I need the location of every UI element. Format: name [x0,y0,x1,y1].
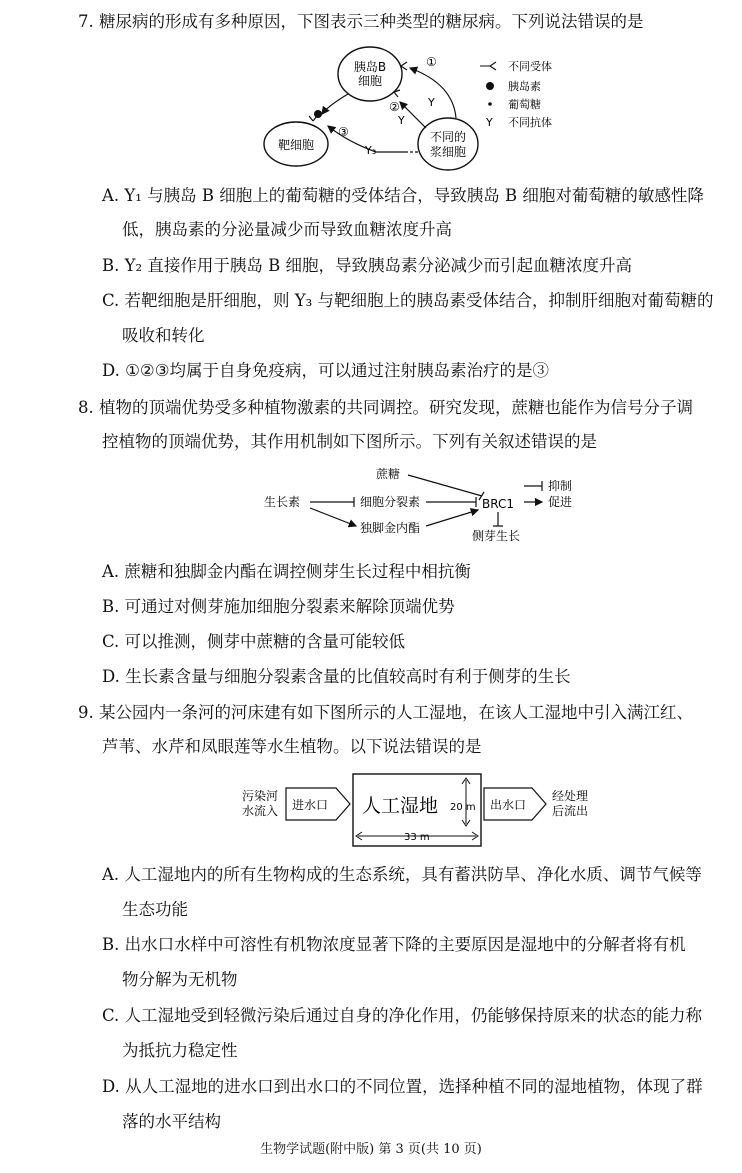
insulin-arrow [322,94,348,114]
insulin-dot [314,110,322,118]
islet-b-cell-label-1: 胰岛B [353,60,387,74]
q7-option-c-line2: 吸收和转化 [122,326,205,345]
q9-option-a-line1: A. 人工湿地内的所有生物构成的生态系统，具有蓄洪防旱、净化水质、调节气候等 [102,865,702,884]
auxin-inhibit-cytokinin [310,497,354,507]
q9-option-c-line1: C. 人工湿地受到轻微污染后通过自身的净化作用，仍能够保持原来的状态的能力称 [102,1006,703,1025]
auxin-promote-strigolactone [310,508,356,526]
length-label: 33 m [404,832,430,843]
page-footer: 生物学试题(附中版) 第 3 页(共 10 页) [260,1142,482,1157]
legend-antibody: 不同抗体 [508,116,552,129]
q8-option-b: B. 可通过对侧芽施加细胞分裂素来解除顶端优势 [102,597,455,616]
q9-option-d-line1: D. 从人工湿地的进水口到出水口的不同位置，选择种植不同的湿地植物，体现了群 [102,1077,703,1096]
legend-antibody-icon: Y [486,116,493,129]
treated-label-2: 后流出 [552,804,589,818]
cytokinin-inhibit-brc1 [426,497,476,507]
legend-promote: 促进 [548,495,573,509]
q9-stem-line1: 9. 某公园内一条河的河床建有如下图所示的人工湿地，在该人工湿地中引入满江红、 [78,703,693,722]
q9-option-d-line2: 落的水平结构 [122,1112,221,1131]
y1-arrow [410,68,456,118]
inlet-label: 进水口 [292,798,329,812]
q7-option-a-line2: 低，胰岛素的分泌量减少而导致血糖浓度升高 [122,220,452,239]
q8-stem-line1: 8. 植物的顶端优势受多种植物激素的共同调控。研究发现，蔗糖也能作为信号分子调 [78,398,693,417]
q7-diagram [258,44,598,174]
target-cell-label: 靶细胞 [277,138,315,152]
plasma-cell-label-2: 浆细胞 [429,145,467,159]
legend-insulin: 胰岛素 [508,80,541,93]
label-n3: ③ [338,125,349,139]
polluted-label-2: 水流入 [242,804,279,818]
q9-option-c-line2: 为抵抗力稳定性 [122,1041,238,1060]
strigolactone-label: 独脚金内酯 [360,521,421,535]
q8-diagram [258,462,588,547]
plasma-cell [418,118,478,170]
q7-option-b: B. Y₂ 直接作用于胰岛 B 细胞，导致胰岛素分泌减少而引起血糖浓度升高 [102,256,632,275]
auxin-label: 生长素 [264,495,301,509]
wetland-label: 人工湿地 [362,795,439,817]
plasma-cell-label-1: 不同的 [429,130,467,144]
label-y1: Y [428,96,435,109]
q9-diagram [238,770,618,850]
q8-option-d: D. 生长素含量与细胞分裂素含量的比值较高时有利于侧芽的生长 [102,667,571,686]
q9-option-b-line1: B. 出水口水样中可溶性有机物浓度显著下降的主要原因是湿地中的分解者将有机 [102,935,686,954]
legend-insulin-icon [486,82,494,90]
legend-inhibit-icon [524,481,542,491]
q7-option-a-line1: A. Y₁ 与胰岛 B 细胞上的葡萄糖的受体结合，导致胰岛 B 细胞对葡萄糖的敏感性降 [102,186,704,205]
label-y3: Y₃ [365,144,377,157]
brc1-label: BRC1 [482,497,514,511]
legend-receptor: 不同受体 [508,60,552,73]
label-y2: Y [398,114,405,127]
legend-receptor-icon [480,62,496,70]
width-label: 20 m [450,802,476,813]
q9-stem-line2: 芦苇、水芹和凤眼莲等水生植物。以下说法错误的是 [102,737,482,756]
q9-option-a-line2: 生态功能 [122,900,188,919]
q8-option-c: C. 可以推测，侧芽中蔗糖的含量可能较低 [102,632,406,651]
q8-stem-line2: 控植物的顶端优势，其作用机制如下图所示。下列有关叙述错误的是 [102,432,597,451]
lateral-bud-label: 侧芽生长 [472,529,521,543]
q9-option-b-line2: 物分解为无机物 [122,970,238,989]
polluted-label-1: 污染河 [242,789,279,803]
sucrose-label: 蔗糖 [376,467,401,481]
strigolactone-promote-brc1 [426,510,478,526]
label-n1: ① [426,55,437,69]
q7-stem: 7. 糖尿病的形成有多种原因，下图表示三种类型的糖尿病。下列说法错误的是 [78,12,644,31]
cytokinin-label: 细胞分裂素 [360,495,421,509]
treated-label-1: 经处理 [552,789,589,803]
legend-glucose-icon [488,102,492,106]
outlet-label: 出水口 [490,798,527,812]
q8-option-a: A. 蔗糖和独脚金内酯在调控侧芽生长过程中相抗衡 [102,562,471,581]
legend-inhibit: 抑制 [548,479,573,493]
target-receptor [309,116,317,121]
legend-glucose: 葡萄糖 [508,98,541,111]
islet-b-cell-label-2: 细胞 [357,74,383,88]
label-n2: ② [389,100,400,114]
q7-option-c-line1: C. 若靶细胞是肝细胞，则 Y₃ 与靶细胞上的胰岛素受体结合，抑制肝细胞对葡萄糖的 [102,291,714,310]
q7-option-d: D. ①②③均属于自身免疫病，可以通过注射胰岛素治疗的是③ [102,361,550,380]
brc1-inhibit-bud [493,512,503,526]
